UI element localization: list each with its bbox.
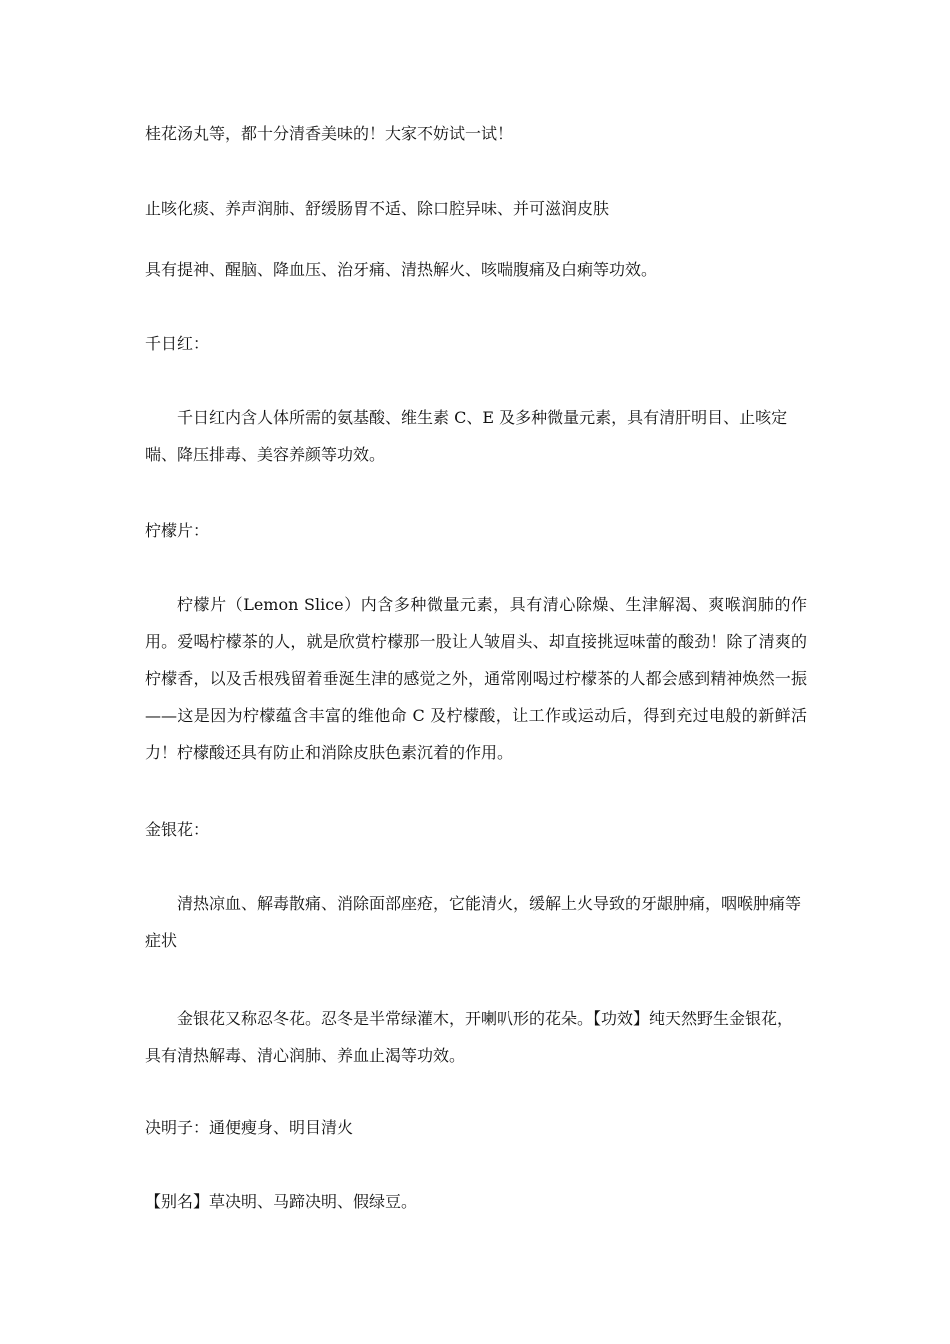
lemon-paragraph: 柠檬片（Lemon Slice）内含多种微量元素，具有清心除燥、生津解渴、爽喉润肺的作用。爱喝柠檬茶的人，就是欣赏柠檬那一股让人皱眉头、却直接挑逗味蕾的酸劲！除了清爽的柠檬香，以及舌根残留着垂涎生津的感觉之外，通常刚喝过柠檬茶的人都会感到精神焕然一振——这是因为柠檬蕴含丰富的维他命 C 及柠檬酸，让工作或运动后，得到充过电般的新鲜活力！柠檬酸还具有防止和消除皮肤色素沉着的作用。 [145,595,807,762]
cassia-alias-line: 【别名】草决明、马蹄决明、假绿豆。 [145,1192,418,1211]
honeysuckle-paragraph-2: 金银花又称忍冬花。忍冬是半常绿灌木，开喇叭形的花朵。【功效】纯天然野生金银花，具有清热解毒、清心润肺、养血止渴等功效。 [145,1009,794,1065]
cassia-line: 决明子：通便瘦身、明目清火 [145,1118,354,1137]
honeysuckle-paragraph-1: 清热凉血、解毒散痛、消除面部座疮，它能清火，缓解上火导致的牙龈肿痛，咽喉肿痛等症状 [145,894,802,950]
qianrihong-paragraph: 千日红内含人体所需的氨基酸、维生素 C、E 及多种微量元素，具有清肝明目、止咳定喘、降压排毒、美容养颜等功效。 [145,408,788,464]
osmanthus-text-line: 桂花汤丸等，都十分清香美味的！大家不妨试一试！ [145,124,514,143]
qianrihong-heading: 千日红： [145,334,210,353]
effects-text-line-1: 止咳化痰、养声润肺、舒缓肠胃不适、除口腔异味、并可滋润皮肤 [145,199,610,218]
honeysuckle-heading: 金银花： [145,820,210,839]
effects-text-line-2: 具有提神、醒脑、降血压、治牙痛、清热解火、咳喘腹痛及白痢等功效。 [145,260,658,279]
lemon-heading: 柠檬片： [145,521,210,540]
